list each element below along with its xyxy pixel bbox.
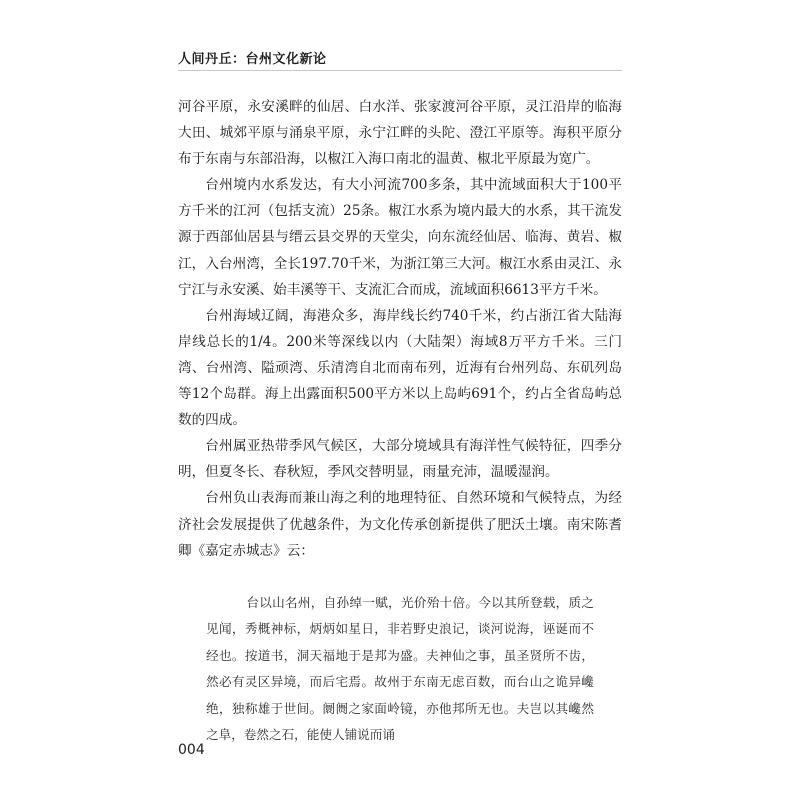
- paragraph-plains: 河谷平原，永安溪畔的仙居、白水洋、张家渡河谷平原，灵江沿岸的临海大田、城郊平原与涌泉平原，永宁江畔的头陀、澄江平原等。海积平原分布于东南与东部沿海，以椒江入海口南北的温黄、椒北平原最为宽广。: [178, 99, 622, 168]
- paragraph-climate: 台州属亚热带季风气候区，大部分境域具有海洋性气候特征，四季分明，但夏冬长、春秋短，季风交替明显，雨量充沛，温暖湿润。: [178, 438, 622, 481]
- paragraph-geography-advantage: 台州负山表海而兼山海之利的地理特征、自然环境和气候特点，为经济社会发展提供了优越条件，为文化传承创新提供了肥沃土壤。南宋陈耆卿《嘉定赤城志》云：: [178, 490, 622, 559]
- block-quote: [206, 590, 594, 748]
- page-number: 004: [178, 742, 205, 758]
- running-header: 人间丹丘：台州文化新论: [178, 52, 327, 67]
- paragraph-sea-area: 台州海域辽阔，海港众多，海岸线长约740千米，约占浙江省大陆海岸线总长的1/4。200米等深线以内（大陆架）海域8万平方千米。三门湾、台州湾、隘顽湾、乐清湾自北而南布列，近海有台州列岛、东矶列岛等12个岛群。海上出露面积500平方米以上岛屿691个，约占全省岛屿总数的四成。: [178, 307, 622, 429]
- body-text: [178, 94, 622, 564]
- paragraph-rivers: 台州境内水系发达，有大小河流700多条，其中流域面积大于100平方千米的江河（包括支流）25条。椒江水系为境内最大的水系，其干流发源于西部仙居县与缙云县交界的天堂尖，向东流经仙居、临海、黄岩、椒江，入台州湾，全长197.70千米，为浙江第三大河。椒江水系由灵江、永宁江与永安溪、始丰溪等干、支流汇合而成，流域面积6613平方千米。: [178, 177, 622, 298]
- header-divider: [178, 70, 622, 71]
- quote-text: 台以山名州，自孙绰一赋，光价殆十倍。今以其所登载，质之见闻，秀概神标，炳炳如星日，非若野史浪记，谈河说海，诬诞而不经也。按道书，洞天福地于是邦为盛。夫神仙之事，虽圣贤所不齿，然必有灵区异境，而后宅焉。故州于东南无虑百数，而台山之诡异巉绝，独称雄于世间。阛阓之家面岭镜，亦他邦所无也。夫岂以其巉然之阜，卷然之石，能使人铺说而诵: [206, 595, 594, 743]
